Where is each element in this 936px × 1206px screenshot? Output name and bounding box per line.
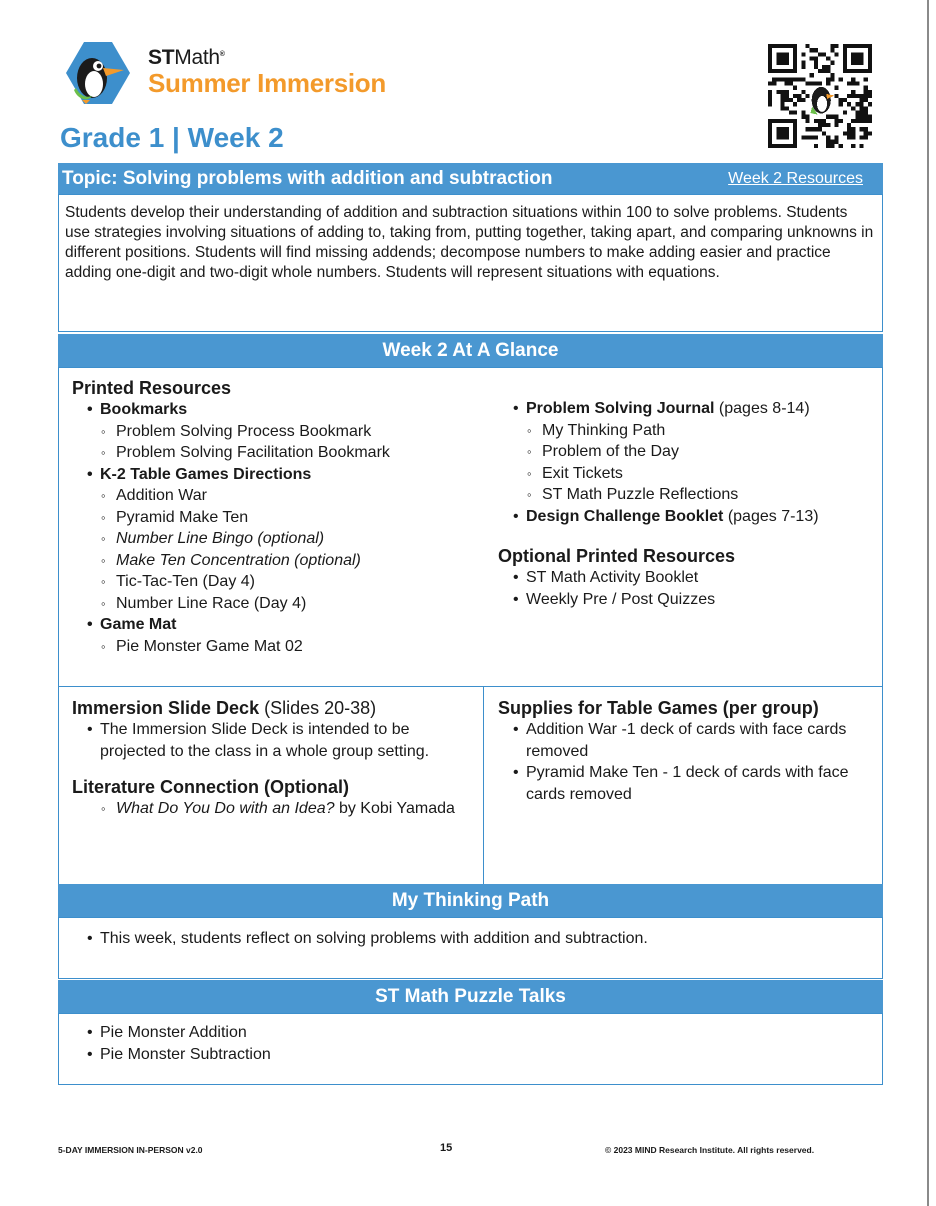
journal-item: Problem Solving Journal — [526, 400, 715, 417]
list-item: ◦ Pyramid Make Ten — [72, 507, 492, 529]
list-item: ◦ Make Ten Concentration (optional) — [72, 550, 492, 572]
list-item: ◦ My Thinking Path — [498, 420, 878, 442]
week-resources-link[interactable]: Week 2 Resources — [728, 169, 863, 187]
page-number: 15 — [440, 1142, 453, 1154]
column-divider — [483, 686, 484, 885]
footer-left: 5-DAY IMMERSION IN-PERSON v2.0 — [58, 1145, 203, 1155]
slide-deck-heading: Immersion Slide Deck — [72, 698, 260, 718]
glance-header: Week 2 At A Glance — [58, 334, 883, 367]
printed-resources-heading: Printed Resources — [72, 378, 232, 398]
journal-pages: (pages 8-14) — [714, 400, 810, 417]
slides-supplies-section — [58, 686, 883, 885]
list-item: • Addition War -1 deck of cards with face cards removed — [498, 719, 878, 762]
list-item: ◦ Addition War — [72, 485, 492, 507]
qr-code-icon[interactable] — [768, 44, 872, 148]
list-item: ◦ Pie Monster Game Mat 02 — [72, 636, 492, 658]
bookmarks-item: • Bookmarks — [72, 399, 492, 421]
design-pages: (pages 7-13) — [723, 507, 819, 525]
brand-wordmark — [148, 46, 386, 99]
game-mat-item: • Game Mat — [72, 614, 492, 636]
list-item: ◦ Problem of the Day — [498, 441, 878, 463]
literature-heading: Literature Connection (Optional) — [72, 777, 349, 797]
brand-math: Math — [174, 46, 220, 69]
list-item: • Pie Monster Subtraction — [72, 1044, 862, 1066]
brand-registered: ® — [219, 51, 225, 58]
list-item: • The Immersion Slide Deck is intended to be projected to the class in a whole group setting. — [72, 719, 472, 762]
penguin-logo-icon — [62, 40, 134, 106]
list-item: ◦ Number Line Race (Day 4) — [72, 593, 492, 615]
list-item: • Pyramid Make Ten - 1 deck of cards with face cards removed — [498, 762, 878, 805]
topic-header — [58, 163, 883, 194]
thinking-path-header: My Thinking Path — [58, 884, 883, 917]
slides-column — [72, 697, 472, 820]
list-item: • This week, students reflect on solving problems with addition and subtraction. — [72, 928, 862, 950]
list-item: ◦ Number Line Bingo (optional) — [72, 528, 492, 550]
brand-subtitle: Summer Immersion — [148, 68, 386, 98]
footer-copyright: © 2023 MIND Research Institute. All rights reserved. — [605, 1145, 815, 1155]
list-item: ◦ Tic-Tac-Ten (Day 4) — [72, 571, 492, 593]
puzzle-talks-section — [58, 1013, 883, 1085]
table-games-item: • K-2 Table Games Directions — [72, 464, 492, 486]
brand-st: ST — [148, 46, 175, 69]
puzzle-talks-header: ST Math Puzzle Talks — [58, 980, 883, 1013]
page-title: Grade 1 | Week 2 — [60, 122, 284, 153]
list-item: • Weekly Pre / Post Quizzes — [498, 589, 878, 611]
list-item: ◦ Exit Tickets — [498, 463, 878, 485]
list-item: ◦ Problem Solving Process Bookmark — [72, 421, 492, 443]
design-booklet-item: Design Challenge Booklet — [526, 507, 724, 525]
list-item: • ST Math Activity Booklet — [498, 567, 878, 589]
list-item: ◦ ST Math Puzzle Reflections — [498, 484, 878, 506]
book-title: What Do You Do with an Idea? — [116, 800, 335, 817]
supplies-column — [498, 697, 878, 805]
list-item: • Pie Monster Addition — [72, 1022, 862, 1044]
topic-description: Students develop their understanding of addition and subtraction situations within 100 to solve problems. Students use strategies involving situations of adding to, taking from, putting together, taking apart, and comparing unknowns in different positions. Students will find missing addends; decompose numbers to make adding easier and practice adding one-digit and two-digit whole numbers. Students will represent situations with equations. — [58, 194, 883, 332]
slide-range: (Slides 20-38) — [259, 698, 377, 718]
book-author: by Kobi Yamada — [334, 800, 455, 817]
optional-resources-heading: Optional Printed Resources — [498, 546, 736, 566]
journal-column — [498, 398, 878, 610]
printed-resources-column — [72, 377, 492, 657]
supplies-heading: Supplies for Table Games (per group) — [498, 698, 819, 718]
thinking-path-section — [58, 917, 883, 979]
list-item: ◦ Problem Solving Facilitation Bookmark — [72, 442, 492, 464]
topic-title: Topic: Solving problems with addition and subtraction — [62, 167, 553, 189]
glance-section — [58, 367, 883, 687]
